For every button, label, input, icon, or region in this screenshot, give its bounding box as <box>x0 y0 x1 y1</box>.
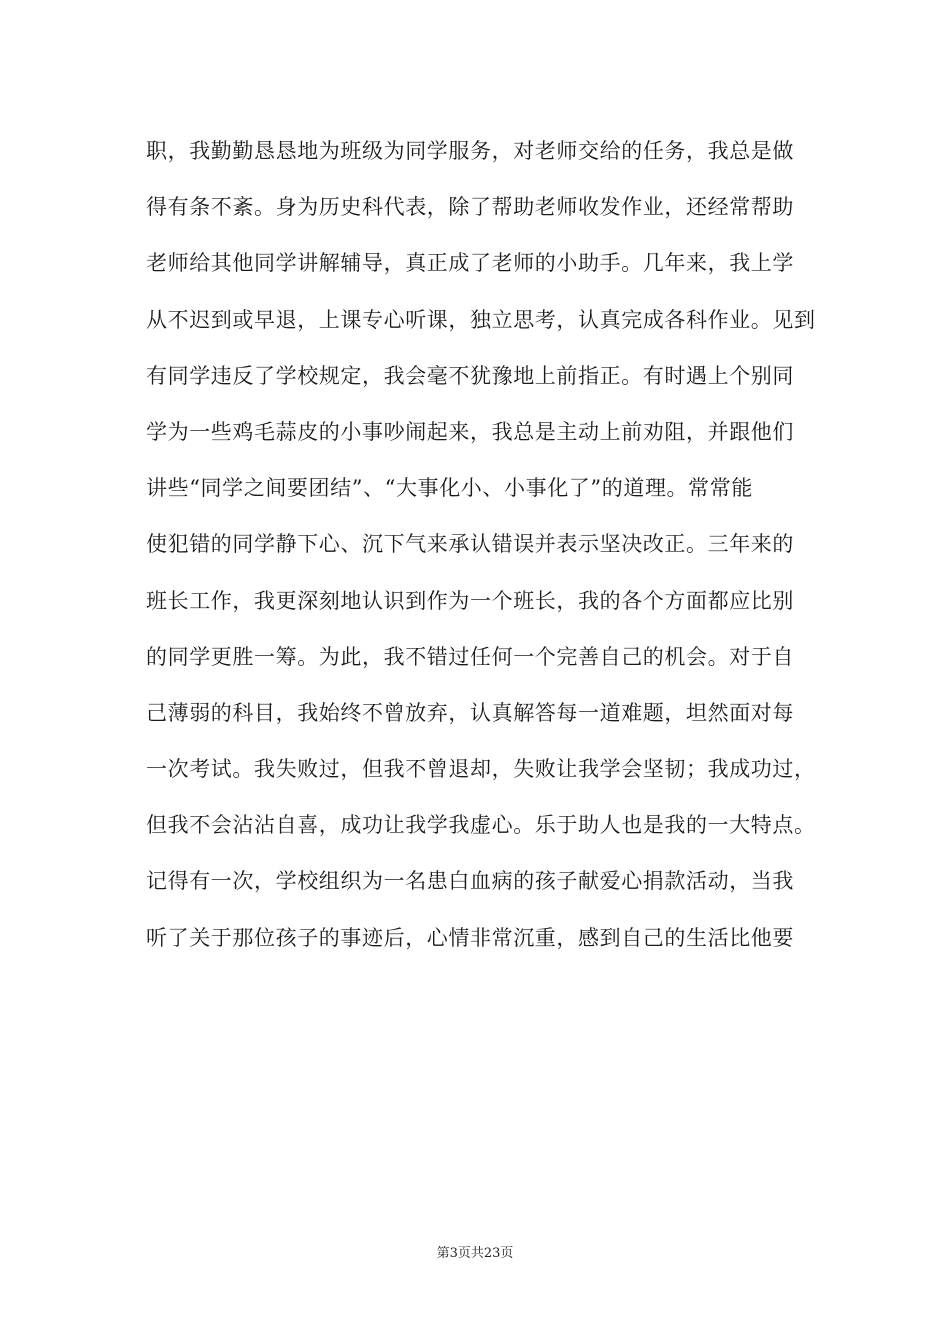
text-line: 学为一些鸡毛蒜皮的小事吵闹起来，我总是主动上前劝阻，并跟他们 <box>146 419 794 444</box>
text-line: 得有条不紊。身为历史科代表，除了帮助老师收发作业，还经常帮助 <box>146 195 794 220</box>
text-line: 一次考试。我失败过，但我不曾退却，失败让我学会坚韧；我成功过， <box>146 757 816 782</box>
text-line: 使犯错的同学静下心、沉下气来承认错误并表示坚决改正。三年来的 <box>146 532 794 557</box>
text-line: 但我不会沾沾自喜，成功让我学我虚心。乐于助人也是我的一大特点。 <box>146 813 816 838</box>
text-line: 的同学更胜一筹。为此，我不错过任何一个完善自己的机会。对于自 <box>146 644 794 669</box>
text-line: 有同学违反了学校规定，我会毫不犹豫地上前指正。有时遇上个别同 <box>146 363 794 388</box>
text-line: 班长工作，我更深刻地认识到作为一个班长，我的各个方面都应比别 <box>146 588 794 613</box>
text-line: 己薄弱的科目，我始终不曾放弃，认真解答每一道难题，坦然面对每 <box>146 700 794 725</box>
text-line: 老师给其他同学讲解辅导，真正成了老师的小助手。几年来，我上学 <box>146 251 794 276</box>
text-line: 从不迟到或早退，上课专心听课，独立思考，认真完成各科作业。见到 <box>146 307 816 332</box>
text-line: 职，我勤勤恳恳地为班级为同学服务，对老师交给的任务，我总是做 <box>146 139 794 163</box>
text-line: 讲些“同学之间要团结”、“大事化小、小事化了”的道理。常常能 <box>146 476 753 501</box>
body-text <box>146 131 818 974</box>
text-line: 听了关于那位孩子的事迹后，心情非常沉重，感到自己的生活比他要 <box>146 925 794 950</box>
page-number-footer: 第3页共23页 <box>436 1246 514 1261</box>
text-line: 记得有一次，学校组织为一名患白血病的孩子献爱心捐款活动，当我 <box>146 869 794 894</box>
